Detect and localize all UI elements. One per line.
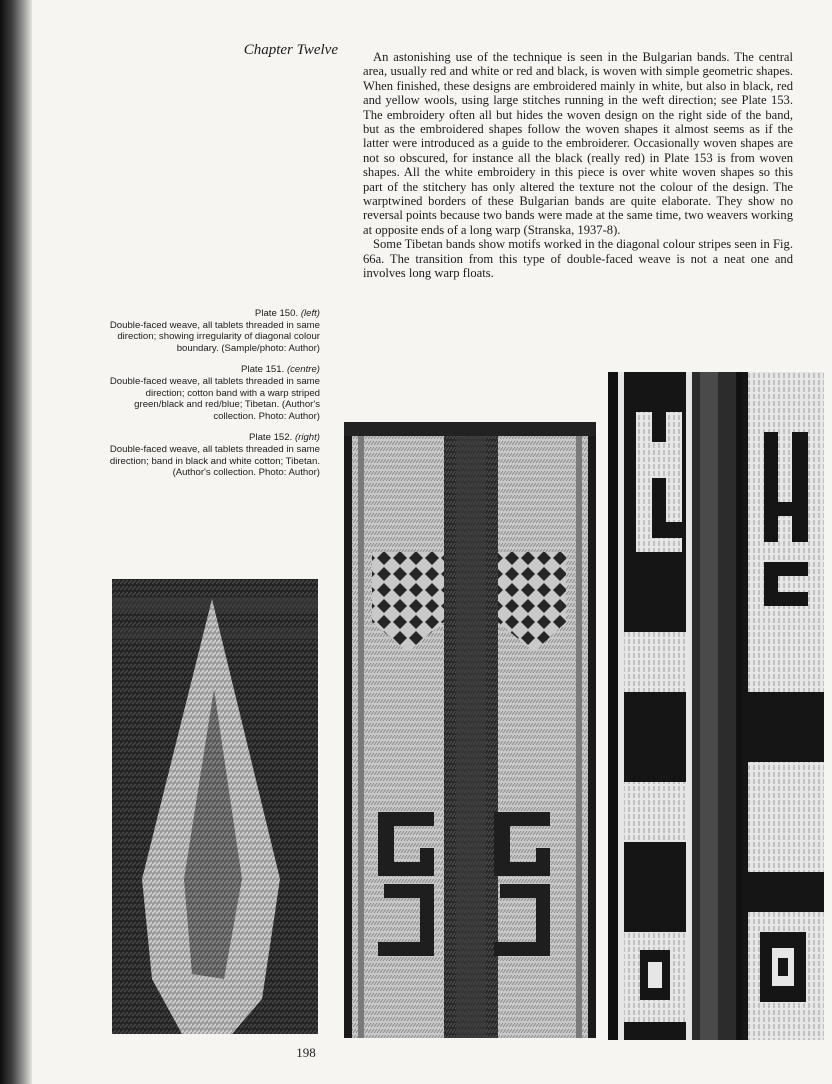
- page-number: 198: [296, 1045, 316, 1060]
- caption-plate-152: [108, 432, 320, 478]
- body-text: [363, 50, 793, 281]
- plate-151-photo: [344, 422, 596, 1038]
- caption-position: (centre): [286, 364, 320, 376]
- chapter-header: Chapter Twelve: [243, 42, 338, 58]
- caption-plate-151: [108, 364, 320, 422]
- caption-title: Plate 151.: [241, 364, 285, 376]
- plate-152-photo: [608, 372, 824, 1040]
- caption-text: Double-faced weave, all tablets threaded in same direction; showing irregularity of diagonal colour boundary. (Sample/photo: Author): [109, 319, 320, 354]
- caption-text: Double-faced weave, all tablets threaded in same direction; band in black and white cotton; Tibetan. (Author's collection. Photo: Author): [109, 443, 320, 479]
- caption-plate-150: [108, 308, 320, 354]
- book-gutter-shadow: [0, 0, 32, 1084]
- caption-position: (left): [300, 308, 320, 319]
- plate-150-photo: [112, 579, 318, 1034]
- caption-position: (right): [294, 432, 320, 444]
- caption-title: Plate 150.: [254, 308, 299, 319]
- body-paragraph: Some Tibetan bands show motifs worked in the diagonal colour stripes seen in Fig. 66a. The transition from this type of double-faced weave is not a neat one and involves long warp floats.: [363, 237, 793, 281]
- plate-captions: [108, 308, 320, 489]
- body-paragraph: An astonishing use of the technique is seen in the Bulgarian bands. The central area, usually red and white or red and black, is woven with simple geometric shapes. When finished, these designs are embroidered mainly in white, but also in black, red and yellow wools, using large stitches running in the weft direction; see Plate 153. The embroidery often all but hides the woven design on the right side of the band, but as the embroidered shapes follow the woven shapes it almost seems as if the latter were introduced as a guide to the embroiderer. Occasionally woven shapes are not so obscured, for instance all the black (really red) in Plate 153 is from woven shapes. All the white embroidery in this piece is over white woven shapes so this part of the stitchery has only altered the texture not the colour of the design. The warptwined borders of these Bulgarian bands are quite elaborate. They show no reversal points because two bands were made at the same time, two weavers working at opposite ends of a long warp (Stranska, 1937-8).: [363, 50, 793, 237]
- caption-title: Plate 152.: [249, 432, 293, 444]
- caption-text: Double-faced weave, all tablets threaded in same direction; cotton band with a warp striped green/black and red/blue; Tibetan. (Author's collection. Photo: Author): [109, 375, 320, 422]
